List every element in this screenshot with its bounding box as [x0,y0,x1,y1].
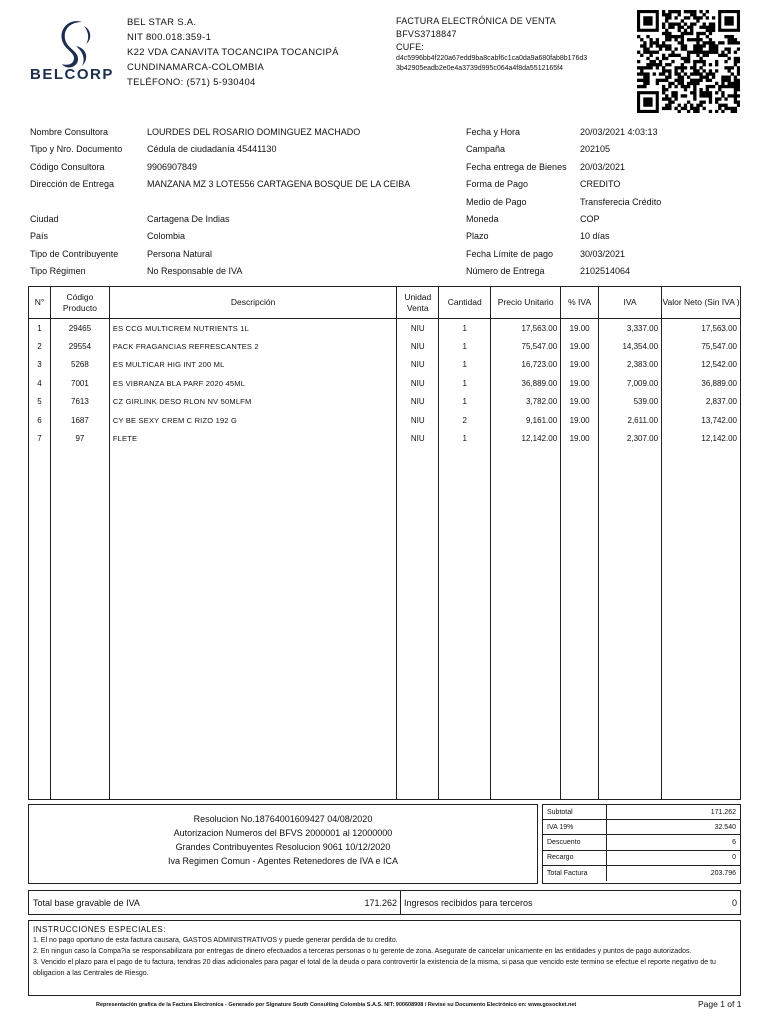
cell-pct: 19.00 [561,430,599,449]
header-net: Valor Neto (Sin IVA ) [662,287,741,319]
cell-qty: 2 [439,411,491,430]
total-label: Recargo [547,851,607,865]
company-info [127,15,339,90]
cell-num: 2 [29,337,51,356]
table-filler-row [29,448,741,799]
header-desc: Descripción [109,287,396,319]
cell-qty: 1 [439,374,491,393]
cell-desc: ES CCG MULTICREM NUTRIENTS 1L [109,319,396,338]
page-number: Page 1 of 1 [698,999,742,1009]
cell-desc: FLETE [109,430,396,449]
cell-code: 7613 [50,393,109,412]
cell-qty: 1 [439,356,491,375]
cell-price: 12,142.00 [491,430,561,449]
belcorp-logo-text: BELCORP [30,66,114,83]
cell-num: 6 [29,411,51,430]
table-row [29,411,741,430]
label-campana: Campaña [466,144,506,155]
label-direccion: Dirección de Entrega [30,179,115,190]
label-moneda: Moneda [466,214,499,225]
total-row-subtotal [543,805,740,820]
table-row [29,374,741,393]
company-region: CUNDINAMARCA-COLOMBIA [127,62,265,73]
header-price: Precio Unitario [491,287,561,319]
cell-qty: 1 [439,393,491,412]
invoice-type: FACTURA ELECTRÓNICA DE VENTA [396,16,556,26]
table-row [29,430,741,449]
special-instructions [28,920,741,996]
cell-pct: 19.00 [561,337,599,356]
header-pct-iva: % IVA [561,287,599,319]
resolution-line-1: Resolucion No.18764001609427 04/08/2020 [193,814,373,824]
cell-net: 75,547.00 [662,337,741,356]
cell-price: 3,782.00 [491,393,561,412]
cell-num: 3 [29,356,51,375]
total-label: IVA 19% [547,820,607,834]
cufe-line-1: d4c5996bb4f220a67edd9ba8cabf6c1ca0da9a680fab8b176d3 [396,55,588,62]
value-medio-pago: Transferecia Crédito [580,196,662,207]
cell-desc: ES MULTICAR HIG INT 200 ML [109,356,396,375]
cell-price: 16,723.00 [491,356,561,375]
cell-num: 7 [29,430,51,449]
label-pais: País [30,231,49,242]
label-documento: Tipo y Nro. Documento [30,144,123,155]
invoice-header [396,15,587,74]
table-row [29,356,741,375]
cell-iva: 2,307.00 [599,430,662,449]
value-documento: Cédula de ciudadanía 45441130 [147,144,277,155]
resolution-line-2: Autorizacion Numeros del BFVS 2000001 al 12000000 [173,828,393,838]
tax-base-box [28,890,741,915]
cell-desc: CZ GIRLINK DESO RLON NV 50MLFM [109,393,396,412]
cell-pct: 19.00 [561,393,599,412]
detail-values [580,124,661,281]
cell-price: 36,889.00 [491,374,561,393]
table-row [29,319,741,338]
label-codigo: Código Consultora [30,161,105,172]
cell-unit: NIU [397,374,439,393]
value-campana: 202105 [580,144,611,155]
company-address: K22 VDA CANAVITA TOCANCIPA TOCANCIPÁ [127,47,339,58]
tax-base-value: 171.262 [329,891,401,914]
cell-unit: NIU [397,337,439,356]
value-ciudad: Cartagena De Indias [147,214,230,225]
cell-iva: 2,611.00 [599,411,662,430]
total-value: 32.540 [714,823,736,831]
cell-unit: NIU [397,319,439,338]
cell-price: 75,547.00 [491,337,561,356]
cell-iva: 14,354.00 [599,337,662,356]
cell-code: 5268 [50,356,109,375]
header-unit: Unidad Venta [397,287,439,319]
cell-num: 5 [29,393,51,412]
cell-net: 36,889.00 [662,374,741,393]
value-numero-entrega: 2102514064 [580,266,631,277]
filler-cell [599,448,662,799]
cell-pct: 19.00 [561,411,599,430]
label-forma-pago: Forma de Pago [466,179,529,190]
cell-code: 97 [50,430,109,449]
company-nit: NIT 800.018.359-1 [127,32,212,43]
header-qty: Cantidad [439,287,491,319]
value-forma-pago: CREDITO [580,179,621,190]
footer-text: Representación grafica de la Factura Electronica - Generado por Signature South Consulting Colombia S.A.S. NIT: 900608908 / Revise su Documento Electrónico en: www.gosocket.net [96,1002,577,1008]
cell-desc: CY BE SEXY CREM C RIZO 192 G [109,411,396,430]
value-contribuyente: Persona Natural [147,248,213,259]
instruction-2: 2. En ningun caso la Compa?ia se responsabilizara por entregas de dinero efectuados a terceras personas o tu gerente de zona. Asegurate de cancelar unicamente en las entidades y puntos de pago autorizados. [33,948,692,955]
label-fecha-hora: Fecha y Hora [466,127,521,137]
value-plazo: 10 días [580,231,610,242]
cell-net: 2,837.00 [662,393,741,412]
client-labels [30,124,122,281]
total-row-iva [543,820,740,835]
value-regimen: No Responsable de IVA [147,266,243,277]
table-header-row [29,287,741,319]
value-nombre: LOURDES DEL ROSARIO DOMINGUEZ MACHADO [147,127,361,137]
total-label: Total Factura [547,866,607,881]
cell-net: 13,742.00 [662,411,741,430]
value-codigo: 9906907849 [147,161,198,172]
value-moneda: COP [580,214,600,225]
invoice-number: BFVS3718847 [396,29,457,39]
cufe-line-2: 3b42905eadb2e0e4a3739d995c064a4f8da5512165f4 [396,65,564,72]
label-plazo: Plazo [466,231,489,242]
label-fecha-limite: Fecha Límite de pago [466,248,554,259]
cell-net: 17,563.00 [662,319,741,338]
resolution-box [28,804,538,884]
cell-iva: 539.00 [599,393,662,412]
label-regimen: Tipo Régimen [30,266,86,277]
cell-net: 12,542.00 [662,356,741,375]
cell-qty: 1 [439,337,491,356]
table-row [29,393,741,412]
total-value: 0 [732,854,736,862]
total-label: Descuento [547,835,607,849]
value-direccion: MANZANA MZ 3 LOTE556 CARTAGENA BOSQUE DE LA CEIBA [147,179,411,190]
total-label: Subtotal [547,805,607,819]
total-row-descuento [543,835,740,850]
filler-cell [29,448,51,799]
label-contribuyente: Tipo de Contribuyente [30,248,119,259]
cell-qty: 1 [439,430,491,449]
cell-iva: 2,383.00 [599,356,662,375]
cell-num: 1 [29,319,51,338]
spacer [30,194,122,211]
items-table [28,286,741,800]
cell-price: 17,563.00 [491,319,561,338]
header-num: N° [29,287,51,319]
cell-pct: 19.00 [561,374,599,393]
resolution-line-3: Grandes Contribuyentes Resolucion 9061 10/12/2020 [175,842,391,852]
instruction-3: 3. Vencido el plazo para el pago de tu factura, tendras 20 dias adicionales para pagar el total de la deuda o para controvertir la existencia de la misma, si pasa que vencido este termino se efectue el reporte negativo de tu obligacion a las Centrales de Riesgo. [33,959,716,977]
company-name: BEL STAR S.A. [127,17,197,28]
tax-base-label: Total base gravable de IVA [33,897,140,908]
total-row-factura [543,866,740,881]
header-code: Código Producto [50,287,109,319]
instructions-title: INSTRUCCIONES ESPECIALES: [33,925,166,934]
total-value: 171.262 [710,808,736,816]
qr-code [637,10,740,113]
cufe-label: CUFE: [396,42,424,52]
cell-price: 9,161.00 [491,411,561,430]
client-values [147,124,410,281]
cell-pct: 19.00 [561,356,599,375]
label-medio-pago: Medio de Pago [466,196,527,207]
header-iva: IVA [599,287,662,319]
cell-code: 1687 [50,411,109,430]
filler-cell [109,448,396,799]
value-fecha-limite: 30/03/2021 [580,248,626,259]
label-nombre: Nombre Consultora [30,127,109,137]
filler-cell [491,448,561,799]
total-value: 203.796 [710,869,736,877]
label-fecha-entrega: Fecha entrega de Bienes [466,161,567,172]
filler-cell [662,448,741,799]
value-fecha-entrega: 20/03/2021 [580,161,626,172]
value-pais: Colombia [147,231,186,242]
cell-code: 29554 [50,337,109,356]
label-numero-entrega: Número de Entrega [466,266,545,277]
table-row [29,337,741,356]
third-party-label: Ingresos recibidos para terceros [404,897,533,908]
cell-num: 4 [29,374,51,393]
total-row-recargo [543,851,740,866]
third-party-value: 0 [731,897,737,908]
total-value: 6 [732,838,736,846]
company-phone: TELÉFONO: (571) 5-930404 [127,77,256,88]
cell-desc: ES VIBRANZA BLA PARF 2020 45ML [109,374,396,393]
cell-unit: NIU [397,393,439,412]
cell-iva: 7,009.00 [599,374,662,393]
cell-unit: NIU [397,411,439,430]
resolution-line-4: Iva Regimen Comun - Agentes Retenedores de IVA e ICA [168,856,398,866]
cell-iva: 3,337.00 [599,319,662,338]
filler-cell [50,448,109,799]
detail-labels [466,124,567,281]
cell-pct: 19.00 [561,319,599,338]
cell-net: 12,142.00 [662,430,741,449]
cell-unit: NIU [397,430,439,449]
filler-cell [561,448,599,799]
value-fecha-hora: 20/03/2021 4:03:13 [580,127,658,137]
filler-cell [397,448,439,799]
totals-box [542,804,741,884]
cell-code: 7001 [50,374,109,393]
cell-desc: PACK FRAGANCIAS REFRESCANTES 2 [109,337,396,356]
label-ciudad: Ciudad [30,214,59,225]
cell-code: 29465 [50,319,109,338]
instruction-1: 1. El no pago oportuno de esta factura causara, GASTOS ADMINISTRATIVOS y puede generar perdida de tu credito. [33,937,398,944]
spacer [147,194,410,211]
cell-qty: 1 [439,319,491,338]
cell-unit: NIU [397,356,439,375]
filler-cell [439,448,491,799]
